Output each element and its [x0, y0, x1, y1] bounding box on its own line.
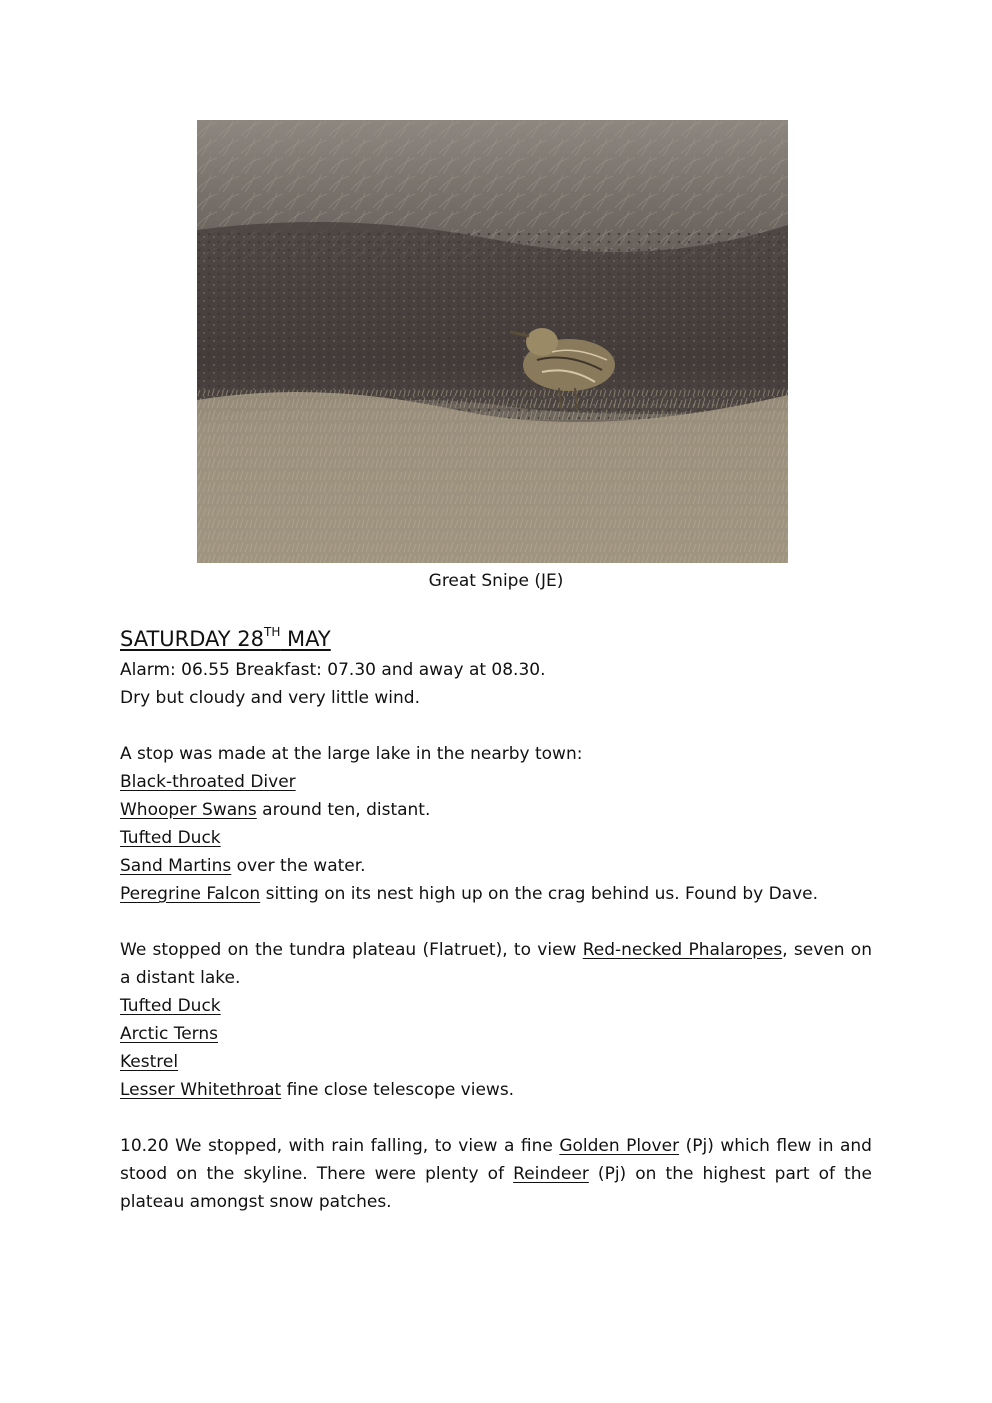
species-name: Arctic Terns [120, 1024, 219, 1044]
species-name: Sand Martins [120, 856, 232, 876]
sighting-line [120, 1076, 872, 1104]
sighting-note: over the water. [231, 856, 366, 876]
species-name: Reindeer [513, 1164, 589, 1184]
species-name: Whooper Swans [120, 800, 257, 820]
heading-ordinal: TH [264, 625, 281, 639]
sighting-note: around ten, distant. [256, 800, 431, 820]
sighting-line [120, 824, 872, 852]
report-body [120, 622, 872, 1216]
sighting-line [120, 768, 872, 796]
heading-month: MAY [280, 627, 331, 651]
species-name: Lesser Whitethroat [120, 1080, 282, 1100]
species-name: Black-throated Diver [120, 772, 296, 792]
sighting-line [120, 1048, 872, 1076]
lake-intro: A stop was made at the large lake in the nearby town: [120, 744, 583, 764]
schedule-line: Alarm: 06.55 Breakfast: 07.30 and away at 08.30. [120, 660, 546, 680]
species-name: Tufted Duck [120, 828, 221, 848]
sighting-note: sitting on its nest high up on the crag behind us. Found by Dave. [260, 884, 819, 904]
plateau-intro: We stopped on the tundra plateau (Flatruet), to view Red-necked Phalaropes, seven on a distant lake. [120, 940, 872, 988]
day-heading [120, 622, 872, 656]
species-name: Kestrel [120, 1052, 179, 1072]
weather-line: Dry but cloudy and very little wind. [120, 688, 420, 708]
species-name: Golden Plover [559, 1136, 680, 1156]
rain-paragraph: 10.20 We stopped, with rain falling, to view a fine Golden Plover (Pj) which flew in and stood on the skyline. There were plenty of Reindeer (Pj) on the highest part of the plateau amongst snow patches. [120, 1136, 872, 1212]
heading-date: SATURDAY 28 [120, 627, 265, 651]
species-name: Red-necked Phalaropes [582, 940, 783, 960]
sighting-note: fine close telescope views. [281, 1080, 515, 1100]
species-name: Peregrine Falcon [120, 884, 261, 904]
sighting-line [120, 880, 872, 908]
sighting-line [120, 796, 872, 824]
great-snipe-photo [197, 120, 788, 563]
sighting-line [120, 992, 872, 1020]
sighting-line [120, 1020, 872, 1048]
photo-caption: Great Snipe (JE) [428, 571, 564, 591]
sighting-line [120, 852, 872, 880]
species-name: Tufted Duck [120, 996, 221, 1016]
